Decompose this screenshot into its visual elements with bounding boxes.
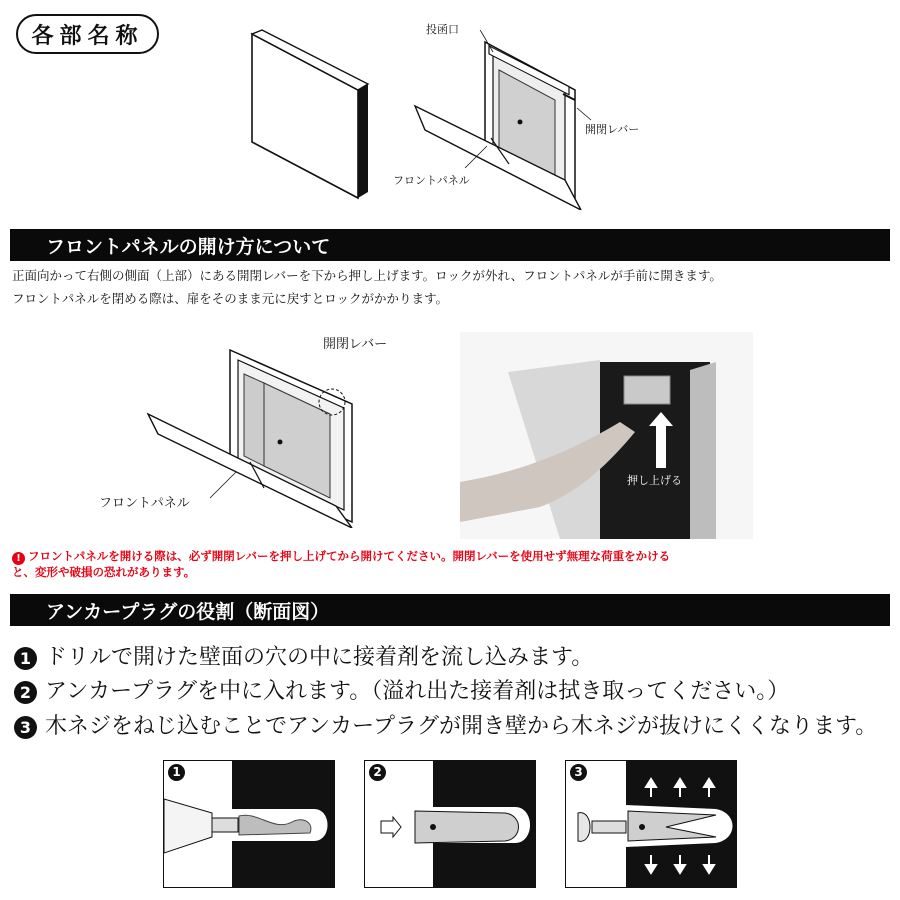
open-instruction-line2: フロントパネルを閉める際は、扉をそのまま元に戻すとロックがかかります。: [12, 291, 449, 306]
step-number: 3: [14, 716, 37, 739]
anchor-panel-1: [163, 760, 335, 888]
step-1: [14, 643, 593, 673]
arrow-up-icon: [649, 412, 673, 426]
front-panel-label: フロントパネル: [393, 174, 470, 187]
warning-text: [12, 549, 892, 579]
step-text: 木ネジをねじ込むことでアンカープラグが開き壁から木ネジが抜けにくくなります。: [45, 714, 878, 739]
step-number: 1: [14, 647, 37, 670]
section-title-open-panel: フロントパネルの開け方について: [10, 229, 890, 261]
step-number: 2: [14, 681, 37, 704]
section-title-anchor: アンカープラグの役割（断面図）: [10, 594, 890, 626]
open-instruction-line1: 正面向かって右側の側面（上部）にある開閉レバーを下から押し上げます。ロックが外れ、フロントパネルが手前に開きます。: [12, 268, 722, 283]
step-3: [14, 712, 877, 742]
front-panel-label-2: フロントパネル: [99, 496, 190, 511]
arrow-up-shaft: [656, 424, 666, 468]
step-text: アンカープラグを中に入れます。（溢れ出た接着剤は拭き取ってください。）: [45, 679, 790, 704]
mailbox-closed-illustration: [240, 28, 370, 203]
lever-photo: [460, 332, 753, 539]
warning-line2: と、変形や破損の恐れがあります。: [12, 565, 196, 579]
section-badge: 各部名称: [16, 14, 159, 54]
anchor-panel-3: [565, 760, 737, 888]
warning-line1: フロントパネルを開ける際は、必ず開閉レバーを押し上げてから開けてください。開閉レバーを使用せず無理な荷重をかける: [28, 549, 671, 563]
panel-number: 2: [369, 764, 386, 781]
anchor-panel-2: [364, 760, 536, 888]
push-up-label: 押し上げる: [627, 474, 682, 487]
slot-label: 投函口: [426, 23, 459, 36]
lever-label: 開閉レバー: [585, 123, 640, 136]
panel-number: 3: [570, 764, 587, 781]
step-text: ドリルで開けた壁面の穴の中に接着剤を流し込みます。: [45, 645, 594, 670]
warning-icon: !: [12, 552, 25, 565]
step-2: [14, 677, 789, 707]
lever-label-2: 開閉レバー: [323, 337, 388, 352]
panel-number: 1: [168, 764, 185, 781]
